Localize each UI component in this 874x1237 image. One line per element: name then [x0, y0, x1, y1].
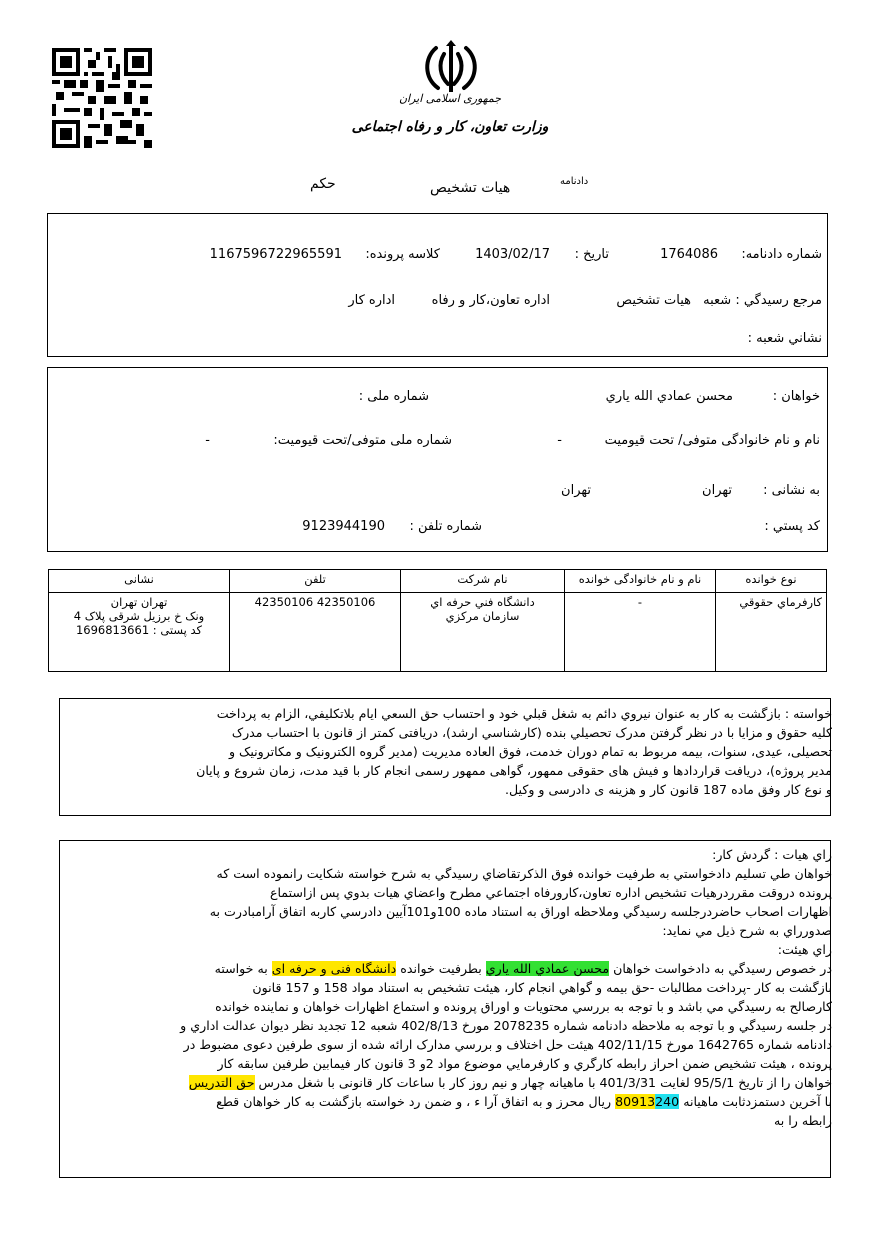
board-name: هيات تشخيص [430, 180, 511, 196]
address-cell [49, 593, 230, 672]
case-number-label: شماره دادنامه: [741, 247, 822, 262]
defendant-phone: 42350106 42350106 [230, 593, 401, 672]
ruling-text [62, 845, 832, 1130]
column-header: نشانی [49, 570, 230, 593]
text-run: به خواسته [214, 961, 272, 976]
highlighted-defendant-name: دانشگاه فنی و حرفه ای [271, 961, 397, 976]
national-id-label: شماره ملی : [358, 389, 429, 404]
request-line: و نوع كار وفق ماده 187 قانون كار و هزينه ی دادرسی و وكيل. [505, 782, 832, 797]
address-province: تهران [561, 483, 591, 498]
ruling-line: اظهارات اصحاب حاضردرجلسه رسيدگي وملاحظه اوراق به استناد ماده 100و101آيين دادرسي كاربه اتفاق آرامبادرت به [209, 904, 832, 919]
ruling-line: دادنامه شماره 1642765 مورخ 402/11/15 هيئت حل اختلاف و بررسي مدارک ارائه شده از سوی طرفين دعوی مضبوط در [183, 1037, 832, 1052]
document-label: دادنامه [560, 176, 589, 187]
ruling-line [62, 959, 832, 978]
address-line: كد پستی : 1696813661 [75, 623, 203, 637]
company-name: دانشگاه فني حرفه اي [430, 595, 535, 609]
column-header: نوع خوانده [716, 570, 827, 593]
highlighted-job-title: حق التدريس [188, 1075, 255, 1090]
case-info-box [47, 213, 828, 357]
address-line: تهران تهران [110, 595, 168, 609]
branch-address-label: نشاني شعبه : [747, 331, 822, 346]
ruling-line: پرونده ، هيئت تشخيص ضمن احراز رابطه كارگري و كارفرمايي موضوع مواد 2و 3 قانون كار فيمابين طرفين سابقه كار [217, 1056, 832, 1071]
text-run: ريال محرز و به اتفاق آرا ء ، و ضمن رد خواسته بازگشت به كار خواهان قطع [216, 1094, 616, 1109]
address-label: به نشانی : [763, 483, 820, 498]
request-line: تحصيلی، عيدی، سنوات، بيمه مربوط به تمام دوران خدمت، فوق العاده مديريت (مدير گروه الكترونيک و مكاترونيک و [228, 744, 832, 759]
table-header-row [49, 570, 827, 593]
ruling-line: پرونده دروقت مقرردرهيات تشخيص اداره تعاون،كارورفاه اجتماعي مطرح واعضاي هيات بدوي پس ازاستماع [269, 885, 832, 900]
ruling-line: بازگشت به كار -پرداخت مطالبات -حق بيمه و گواهي انجام كار، هيئت تشخيص به استناد مواد 158 و 157 قانون [252, 980, 832, 995]
text-run: با آخرين دستمزدثابت ماهيانه [679, 1094, 832, 1109]
defendant-type: كارفرماي حقوقي [716, 593, 827, 672]
ruling-line: خواهان طي تسليم دادخواستي به طرفيت خوانده فوق الذكرتقاضاي رسيدگي به شرح خواسته شكايت رانموده است كه [216, 866, 832, 881]
plaintiff-label: خواهان : [772, 389, 820, 404]
highlighted-plaintiff-name: محسن عمادي الله ياري [485, 961, 610, 976]
guardian-value: - [557, 433, 562, 448]
government-name: جمهوری اسلامی ایران [398, 92, 502, 105]
reference-office: اداره كار [348, 293, 395, 308]
case-number: 1764086 [660, 247, 718, 262]
plaintiff-box [47, 367, 828, 552]
file-number: 1167596722965591 [209, 247, 342, 262]
document-type: حكم [310, 176, 336, 192]
file-number-label: كلاسه پرونده: [365, 247, 440, 262]
ruling-line: صدورراي به شرح ذيل مي نمايد: [662, 923, 832, 938]
company-cell [401, 593, 565, 672]
highlighted-wage-part2: 240 [655, 1094, 680, 1109]
reference-department: اداره تعاون،كار و رفاه [431, 293, 550, 308]
ministry-name: وزارت تعاون، کار و رفاه اجتماعی [351, 119, 549, 135]
company-unit: سازمان مركزي [445, 609, 520, 623]
ruling-line: رابطه را به [773, 1113, 832, 1128]
defendants-table [48, 569, 827, 672]
address-city: تهران [702, 483, 732, 498]
reference-board: هيات تشخيص [616, 293, 691, 308]
column-header: نام و نام خانوادگی خوانده [565, 570, 716, 593]
reference-label: مرجع رسيدگي : شعبه [703, 293, 822, 308]
date: 1403/02/17 [475, 247, 550, 262]
qr-code-icon [52, 48, 152, 148]
iran-emblem-icon [420, 40, 482, 96]
request-line: خواسته : بازگشت به كار به عنوان نيروي دائم به شغل قبلي خود و احتساب حق السعي ايام بلاتكليفي، الزام به پرداخت [216, 706, 832, 721]
text-run: در خصوص رسيدگي به دادخواست خواهان [609, 961, 832, 976]
decision-title: راي هيئت: [777, 942, 832, 957]
column-header: تلفن [230, 570, 401, 593]
table-row [49, 593, 827, 672]
request-line: مدير پروژه)، دريافت قراردادها و فيش های حقوقی ممهور، گواهی ممهور رسمی انجام كار با قيد مدت، زمان شروع و پايان [196, 763, 832, 778]
guardian-id-label: شماره ملی متوفی/تحت قيوميت: [273, 433, 452, 448]
request-text [62, 704, 832, 799]
ruling-line: كارصالح به رسيدگي مي باشد و با توجه به بررسي محتويات و اوراق پرونده و استماع اظهارات خواهان و نماينده خوانده [215, 999, 832, 1014]
defendant-name: - [565, 593, 716, 672]
ruling-title: راي هيات : گردش كار: [712, 847, 832, 862]
text-run: خواهان را از تاريخ 95/5/1 لغايت 401/3/31 با ماهيانه چهار و نيم روز كار با ساعات كار قانونی با شغل مدرس [254, 1075, 832, 1090]
column-header: نام شركت [401, 570, 565, 593]
phone-number: 9123944190 [302, 519, 385, 534]
address-line: ونک خ برزيل شرقی پلاک 4 [73, 609, 205, 623]
guardian-id-value: - [205, 433, 210, 448]
text-run: بطرفيت خوانده [396, 961, 486, 976]
plaintiff-name: محسن عمادي الله ياري [605, 389, 733, 404]
postal-code-label: كد پستي : [764, 519, 820, 534]
guardian-label: نام و نام خانوادگی متوفی/ تحت قيوميت [604, 433, 820, 448]
request-line: كليه حقوق و مزايا با در نظر گرفتن مدرک تحصيلي بنده (كارشناسي ارشد)، دريافتی كمتر از قانون با احتساب مدرک [231, 725, 832, 740]
ruling-line: در جلسه رسيدگي و با توجه به ملاحظه دادنامه شماره 2078235 مورخ 402/8/13 شعبه 12 تجديد نظر ديوان عدالت اداري و [180, 1018, 832, 1033]
highlighted-wage-part1: 80913 [615, 1094, 656, 1109]
ruling-line [62, 1073, 832, 1092]
phone-label: شماره تلفن : [409, 519, 482, 534]
ruling-line [62, 1092, 832, 1111]
date-label: تاريخ : [574, 247, 609, 262]
